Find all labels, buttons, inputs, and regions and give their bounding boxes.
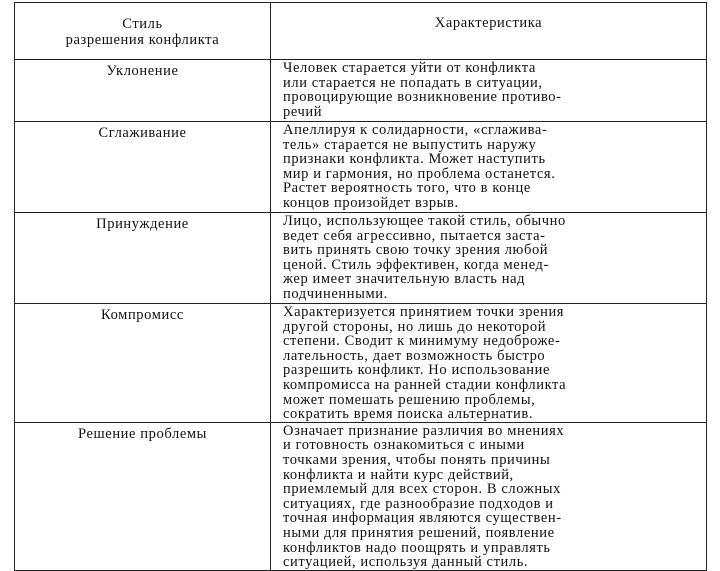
description-line: Человек старается уйти от конфликта xyxy=(283,60,536,76)
style-name: Сглаживание xyxy=(15,122,271,213)
style-name: Решение проблемы xyxy=(15,422,271,570)
description-line: разрешить конфликт. Но использование xyxy=(283,362,551,379)
description-line: точками зрения, чтобы понять причины xyxy=(283,451,551,468)
description-line: конфликтов надо поощрять и управлять xyxy=(283,539,551,556)
description-line: подчиненными. xyxy=(283,285,388,302)
table-header-row xyxy=(15,3,707,60)
table-row xyxy=(15,60,707,122)
description-line: степени. Сводит к минимуму недоброже- xyxy=(283,333,561,350)
description-line: или старается не попадать в ситуации, xyxy=(283,74,543,91)
description-line: Характеризуется принятием точки зрения xyxy=(283,304,565,320)
description-line: Апеллируя к солидарности, «сглажива- xyxy=(283,122,548,138)
description-line: тель» старается не выпустить наружу xyxy=(283,136,537,153)
style-description xyxy=(271,122,707,213)
header-characteristic: Характеристика xyxy=(271,3,707,60)
description-line: Означает признание различия во мнениях xyxy=(283,422,565,439)
description-line: ными для принятия решений, появление xyxy=(283,524,555,541)
description-line: и готовность ознакомиться с иными xyxy=(283,437,525,454)
description-line: речий xyxy=(283,103,323,120)
table-row xyxy=(15,422,707,570)
description-line: мир и гармония, но проблема останется. xyxy=(283,165,556,182)
table-row xyxy=(15,122,707,213)
style-name: Принуждение xyxy=(15,213,271,304)
description-line: признаки конфликта. Может наступить xyxy=(283,151,546,168)
style-description xyxy=(271,304,707,423)
style-description xyxy=(271,422,707,570)
description-line: сократить время поиска альтернатив. xyxy=(283,406,534,423)
description-line: ведет себя агрессивно, пытается заста- xyxy=(283,227,546,244)
description-line: жер имеет значительную власть над xyxy=(283,271,526,288)
description-line: точная информация являются существен- xyxy=(283,510,562,527)
description-line: ценой. Стиль эффективен, когда менед- xyxy=(283,256,549,273)
description-line: конфликта и найти курс действий, xyxy=(283,466,514,483)
table-row xyxy=(15,213,707,304)
description-line: другой стороны, но лишь до некоторой xyxy=(283,318,547,335)
description-line: вить принять свою точку зрения любой xyxy=(283,242,549,259)
description-line: Растет вероятность того, что в конце xyxy=(283,180,531,197)
description-line: Лицо, использующее такой стиль, обычно xyxy=(283,213,566,229)
header-style xyxy=(15,3,271,60)
description-line: приемлемый для всех сторон. В сложных xyxy=(283,481,561,498)
description-line: концов произойдет взрыв. xyxy=(283,194,459,211)
style-name: Уклонение xyxy=(15,60,271,122)
table-row xyxy=(15,304,707,423)
header-style-line-1: Стиль xyxy=(122,16,163,32)
style-description xyxy=(271,213,707,304)
description-line: может помешать решению проблемы, xyxy=(283,391,536,408)
description-line: лательность, дает возможность быстро xyxy=(283,347,546,364)
description-line: компромисса на ранней стадии конфликта xyxy=(283,376,567,393)
header-style-line-2: разрешения конфликта xyxy=(65,32,220,48)
description-line: ситуацией, используя данный стиль. xyxy=(283,554,529,571)
style-name: Компромисс xyxy=(15,304,271,423)
description-line: ситуациях, где разнообразие подходов и xyxy=(283,495,554,512)
style-description xyxy=(271,60,707,122)
conflict-styles-table xyxy=(14,2,707,571)
description-line: провоцирующие возникновение противо- xyxy=(283,89,562,106)
